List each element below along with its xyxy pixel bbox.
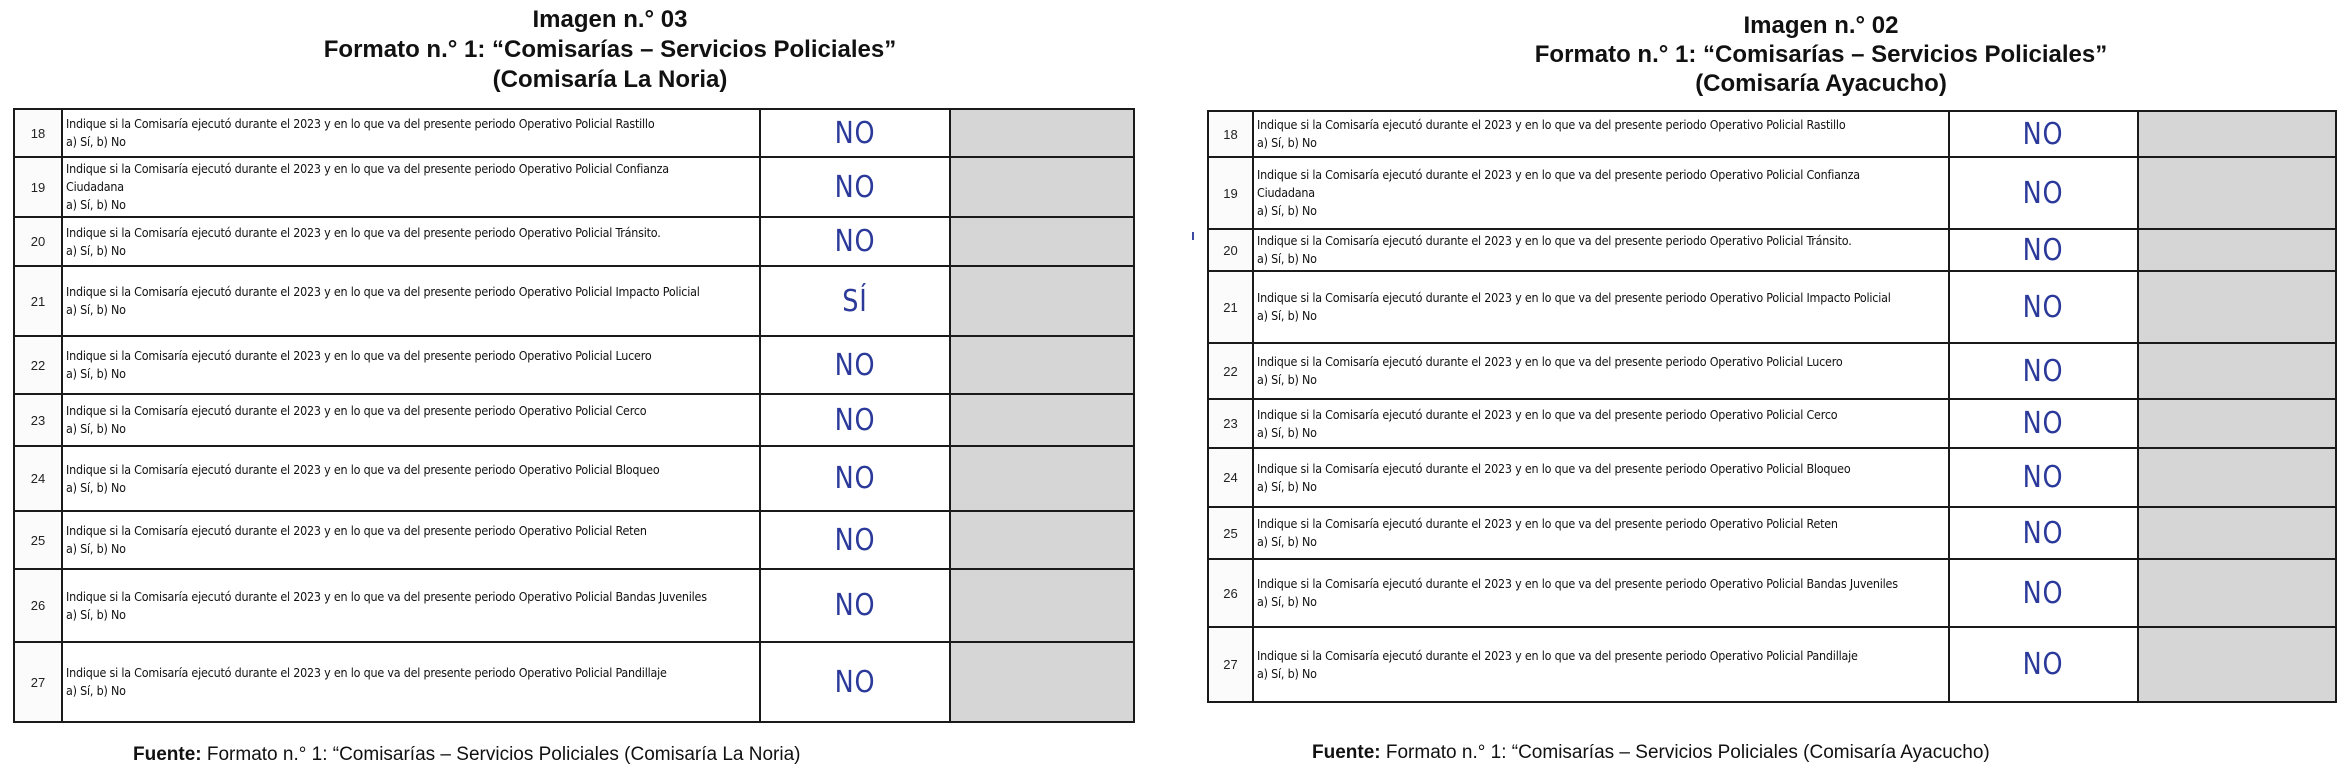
handwritten-answer: NO: [2023, 289, 2064, 325]
question-text-cell: [1253, 229, 1949, 271]
question-text-cell: [1253, 343, 1949, 399]
format-title: Formato n.° 1: “Comisarías – Servicios Policiales”: [323, 36, 897, 63]
source-note: [133, 744, 801, 766]
question-text: Indique si la Comisaría ejecutó durante el 2023 y en lo que va del presente periodo Operativo Policial Reten: [1257, 516, 1838, 531]
handwritten-answer-cell: [760, 109, 950, 157]
question-text-cell: [62, 642, 760, 722]
handwritten-answer: NO: [2023, 575, 2064, 611]
answer-options: a) Sí, b) No: [66, 302, 126, 317]
shaded-cell: [2138, 229, 2336, 271]
question-text: Indique si la Comisaría ejecutó durante el 2023 y en lo que va del presente periodo Operativo Policial Confianza: [66, 161, 669, 176]
handwritten-answer-cell: [760, 642, 950, 722]
answer-options: a) Sí, b) No: [66, 541, 126, 556]
handwritten-answer-cell: [760, 157, 950, 217]
question-text: Indique si la Comisaría ejecutó durante el 2023 y en lo que va del presente periodo Operativo Policial Bandas Juveniles: [66, 588, 707, 604]
handwritten-answer-cell: [1949, 343, 2138, 399]
handwritten-answer: NO: [834, 461, 876, 496]
handwritten-answer: NO: [834, 664, 876, 700]
question-row: [1208, 448, 2336, 507]
question-number: 18: [14, 109, 62, 157]
question-text-cell: [1253, 559, 1949, 627]
question-text-cell: [1253, 111, 1949, 157]
question-number: 23: [14, 394, 62, 446]
question-text-cell: [1253, 399, 1949, 448]
shaded-cell: [2138, 343, 2336, 399]
question-text: Indique si la Comisaría ejecutó durante el 2023 y en lo que va del presente periodo Operativo Policial Lucero: [66, 348, 652, 363]
question-number: 19: [14, 157, 62, 217]
shaded-cell: [950, 266, 1134, 336]
handwritten-answer-cell: [760, 511, 950, 569]
answer-options: a) Sí, b) No: [1257, 478, 1317, 494]
image-number-title: Imagen n.° 03: [532, 6, 688, 33]
question-text-cell: [62, 511, 760, 569]
handwritten-answer: NO: [2023, 460, 2064, 495]
handwritten-answer: NO: [2023, 175, 2064, 211]
question-text: Indique si la Comisaría ejecutó durante el 2023 y en lo que va del presente periodo Operativo Policial Pandillaje: [66, 665, 667, 680]
question-row: [1208, 507, 2336, 559]
question-number: 23: [1208, 399, 1253, 448]
answer-options: a) Sí, b) No: [66, 197, 126, 212]
question-row: [14, 642, 1134, 722]
question-number: 21: [1208, 271, 1253, 343]
shaded-cell: [2138, 507, 2336, 559]
question-number: 24: [14, 446, 62, 511]
question-row: [14, 569, 1134, 642]
handwritten-answer: NO: [834, 347, 876, 383]
question-row: [1208, 343, 2336, 399]
handwritten-answer-cell: [1949, 399, 2138, 448]
question-text-cell: [1253, 448, 1949, 507]
question-row: [14, 217, 1134, 266]
question-text: Indique si la Comisaría ejecutó durante el 2023 y en lo que va del presente periodo Operativo Policial Cerco: [1257, 406, 1838, 422]
answer-options: a) Sí, b) No: [1257, 594, 1317, 609]
question-row: [14, 511, 1134, 569]
source-label: Fuente:: [133, 744, 202, 765]
question-row: [1208, 111, 2336, 157]
question-number: 27: [14, 642, 62, 722]
question-text-cell: [62, 569, 760, 642]
shaded-cell: [950, 336, 1134, 394]
question-text-cell: [1253, 507, 1949, 559]
question-row: [1208, 229, 2336, 271]
shaded-cell: [950, 569, 1134, 642]
answer-options: a) Sí, b) No: [66, 421, 126, 436]
question-text: Indique si la Comisaría ejecutó durante el 2023 y en lo que va del presente periodo Operativo Policial Rastillo: [66, 116, 655, 131]
source-text: Formato n.° 1: “Comisarías – Servicios Policiales (Comisaría La Noria): [201, 744, 801, 765]
shaded-cell: [950, 446, 1134, 511]
handwritten-answer: SÍ: [842, 283, 868, 319]
shaded-cell: [2138, 627, 2336, 702]
question-text: Indique si la Comisaría ejecutó durante el 2023 y en lo que va del presente periodo Operativo Policial Bloqueo: [1257, 460, 1851, 476]
question-number: 25: [14, 511, 62, 569]
answer-options: a) Sí, b) No: [66, 366, 126, 381]
answer-options: a) Sí, b) No: [1257, 251, 1317, 266]
handwritten-answer-cell: [760, 336, 950, 394]
question-row: [14, 394, 1134, 446]
answer-options: a) Sí, b) No: [1257, 534, 1317, 549]
question-number: 20: [14, 217, 62, 266]
answer-options: a) Sí, b) No: [1257, 665, 1317, 681]
form-table: [1207, 110, 2337, 703]
question-text-cell: [1253, 627, 1949, 702]
handwritten-answer-cell: [1949, 271, 2138, 343]
question-number: 25: [1208, 507, 1253, 559]
answer-options: a) Sí, b) No: [1257, 372, 1317, 387]
question-text: Indique si la Comisaría ejecutó durante el 2023 y en lo que va del presente periodo Operativo Policial Impacto Policial: [66, 284, 700, 299]
shaded-cell: [2138, 271, 2336, 343]
source-text: Formato n.° 1: “Comisarías – Servicios Policiales (Comisaría Ayacucho): [1380, 742, 1990, 763]
handwritten-answer-cell: [1949, 507, 2138, 559]
question-text: Indique si la Comisaría ejecutó durante el 2023 y en lo que va del presente periodo Operativo Policial Tránsito.: [66, 224, 661, 240]
question-number: 24: [1208, 448, 1253, 507]
handwritten-answer: NO: [2023, 353, 2064, 389]
question-text: Indique si la Comisaría ejecutó durante el 2023 y en lo que va del presente periodo Operativo Policial Bloqueo: [66, 461, 660, 477]
question-number: 22: [14, 336, 62, 394]
answer-options: a) Sí, b) No: [66, 683, 126, 698]
source-label: Fuente:: [1312, 742, 1381, 763]
handwritten-answer: NO: [834, 402, 876, 438]
question-text-cell: [62, 394, 760, 446]
shaded-cell: [950, 217, 1134, 266]
handwritten-answer-cell: [1949, 111, 2138, 157]
shaded-cell: [950, 642, 1134, 722]
handwritten-answer: NO: [2023, 406, 2064, 441]
handwritten-answer-cell: [1949, 448, 2138, 507]
handwritten-answer-cell: [1949, 559, 2138, 627]
handwritten-answer: NO: [834, 169, 876, 205]
question-number: 19: [1208, 157, 1253, 229]
handwritten-answer: NO: [2023, 116, 2064, 152]
question-row: [14, 266, 1134, 336]
question-text-continued: Ciudadana: [66, 179, 124, 194]
handwritten-answer: NO: [2023, 647, 2064, 682]
shaded-cell: [950, 511, 1134, 569]
question-row: [1208, 157, 2336, 229]
question-text: Indique si la Comisaría ejecutó durante el 2023 y en lo que va del presente periodo Operativo Policial Lucero: [1257, 354, 1843, 369]
handwritten-answer-cell: [1949, 627, 2138, 702]
question-text-cell: [62, 446, 760, 511]
question-row: [1208, 271, 2336, 343]
shaded-cell: [2138, 559, 2336, 627]
handwritten-answer-cell: [760, 266, 950, 336]
question-number: 22: [1208, 343, 1253, 399]
question-text: Indique si la Comisaría ejecutó durante el 2023 y en lo que va del presente periodo Operativo Policial Impacto Policial: [1257, 290, 1891, 305]
handwritten-answer: NO: [834, 588, 876, 623]
question-row: [14, 446, 1134, 511]
question-text-cell: [62, 336, 760, 394]
question-text: Indique si la Comisaría ejecutó durante el 2023 y en lo que va del presente periodo Operativo Policial Rastillo: [1257, 117, 1846, 132]
question-text-cell: [1253, 157, 1949, 229]
handwritten-answer-cell: [1949, 157, 2138, 229]
question-number: 26: [1208, 559, 1253, 627]
question-text: Indique si la Comisaría ejecutó durante el 2023 y en lo que va del presente periodo Operativo Policial Reten: [66, 523, 647, 538]
answer-options: a) Sí, b) No: [1257, 424, 1317, 440]
question-text: Indique si la Comisaría ejecutó durante el 2023 y en lo que va del presente periodo Operativo Policial Pandillaje: [1257, 647, 1858, 663]
form-table: [13, 108, 1135, 723]
handwritten-answer-cell: [760, 394, 950, 446]
question-text-cell: [62, 266, 760, 336]
shaded-cell: [950, 394, 1134, 446]
question-text-cell: [62, 109, 760, 157]
question-number: 27: [1208, 627, 1253, 702]
answer-options: a) Sí, b) No: [66, 134, 126, 149]
source-note: [1312, 742, 1990, 764]
handwritten-answer-cell: [760, 569, 950, 642]
comisaria-name: (Comisaría La Noria): [492, 66, 728, 93]
question-row: [1208, 627, 2336, 702]
pen-mark: [1192, 232, 1194, 240]
question-row: [1208, 399, 2336, 448]
question-text: Indique si la Comisaría ejecutó durante el 2023 y en lo que va del presente periodo Operativo Policial Cerco: [66, 403, 647, 418]
question-text: Indique si la Comisaría ejecutó durante el 2023 y en lo que va del presente periodo Operativo Policial Bandas Juveniles: [1257, 576, 1898, 591]
answer-options: a) Sí, b) No: [66, 479, 126, 495]
image-number-title: Imagen n.° 02: [1743, 12, 1899, 39]
question-text-cell: [62, 157, 760, 217]
handwritten-answer: NO: [834, 224, 876, 259]
format-title: Formato n.° 1: “Comisarías – Servicios Policiales”: [1534, 41, 2108, 68]
question-text-cell: [1253, 271, 1949, 343]
question-text-continued: Ciudadana: [1257, 185, 1315, 200]
shaded-cell: [2138, 399, 2336, 448]
answer-options: a) Sí, b) No: [66, 606, 126, 622]
answer-options: a) Sí, b) No: [1257, 308, 1317, 323]
shaded-cell: [2138, 111, 2336, 157]
question-number: 21: [14, 266, 62, 336]
shaded-cell: [2138, 448, 2336, 507]
handwritten-answer-cell: [760, 446, 950, 511]
shaded-cell: [950, 109, 1134, 157]
comisaria-name: (Comisaría Ayacucho): [1695, 70, 1947, 97]
handwritten-answer: NO: [2023, 232, 2064, 268]
question-row: [14, 157, 1134, 217]
question-text: Indique si la Comisaría ejecutó durante el 2023 y en lo que va del presente periodo Operativo Policial Confianza: [1257, 167, 1860, 182]
question-number: 20: [1208, 229, 1253, 271]
question-text-cell: [62, 217, 760, 266]
question-row: [14, 109, 1134, 157]
question-number: 18: [1208, 111, 1253, 157]
handwritten-answer: NO: [834, 115, 876, 151]
shaded-cell: [950, 157, 1134, 217]
answer-options: a) Sí, b) No: [1257, 135, 1317, 150]
answer-options: a) Sí, b) No: [66, 242, 126, 258]
handwritten-answer-cell: [1949, 229, 2138, 271]
question-number: 26: [14, 569, 62, 642]
answer-options: a) Sí, b) No: [1257, 203, 1317, 218]
handwritten-answer-cell: [760, 217, 950, 266]
shaded-cell: [2138, 157, 2336, 229]
handwritten-answer: NO: [834, 522, 876, 558]
question-row: [1208, 559, 2336, 627]
question-text: Indique si la Comisaría ejecutó durante el 2023 y en lo que va del presente periodo Operativo Policial Tránsito.: [1257, 233, 1852, 248]
question-row: [14, 336, 1134, 394]
handwritten-answer: NO: [2023, 515, 2064, 551]
